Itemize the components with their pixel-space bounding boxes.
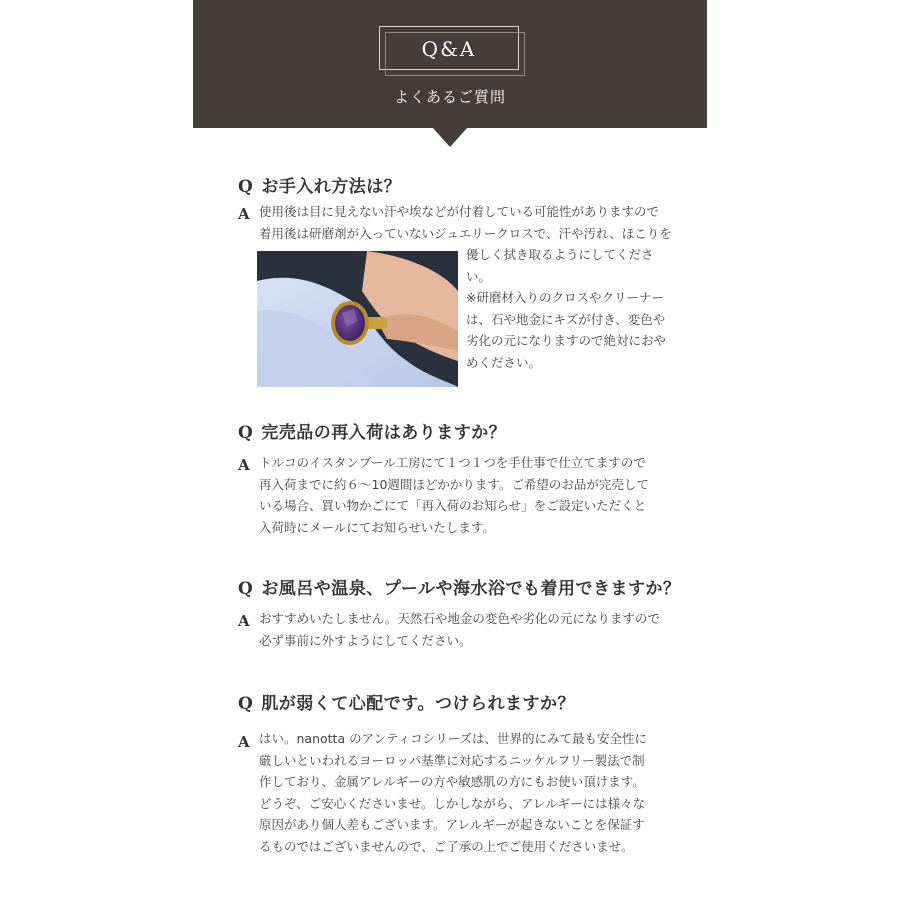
answer-line: いる場合、買い物かごにて「再入荷のお知らせ」をご設定いただくと [259,498,647,513]
answer-line: 作しており、金属アレルギーの方や敏感肌の方にもお使い頂けます。 [259,774,645,789]
q-mark: Q [238,694,254,714]
ring-cleaning-photo [257,251,458,387]
answer-line: ※研磨材入りのクロスやクリーナー [466,290,664,305]
page-subtitle: よくあるご質問 [393,88,506,106]
q-mark: Q [238,177,254,197]
faq-question-3 [238,574,680,599]
page-title: Q&A [421,37,477,61]
faq-answer-1 [259,201,672,244]
a-mark: A [238,612,250,630]
answer-line: 入荷時にメールにてお知らせいたします。 [259,519,495,535]
a-mark: A [238,733,250,751]
answer-line: 優しく拭き取るようにしてくださ [466,247,654,262]
faq-answer-3 [259,608,669,651]
faq-question-2 [238,418,506,443]
answer-line: 必ず事前に外すようにしてください。 [259,632,472,648]
answer-line: トルコのイスタンブール工房にて１つ１つを手仕事で仕立てますので [259,455,646,470]
header-arrow [432,127,468,147]
answer-line: 原因があり個人差もございます。アレルギーが起きないことを保証す [259,817,645,832]
answer-line: は、石や地金にキズが付き、変色や [466,311,666,327]
a-mark: A [238,456,250,474]
q-mark: Q [238,579,254,599]
question-text: お手入れ方法は？ [261,177,402,197]
a-mark: A [238,205,250,223]
answer-line: るものではございませんので、ご了承の上でご使用くださいませ。 [259,838,634,854]
faq-question-1 [238,172,401,197]
question-text: お風呂や温泉、プールや海水浴でも着用できますか？ [261,579,681,599]
q-mark: Q [238,423,254,443]
faq-answer-4 [259,728,669,857]
answer-line: どうぞ、ご安心くださいませ。しかしながら、アレルギーには様々な [259,795,646,811]
answer-line: 再入荷までに約６～10週間ほどかかります。ご希望のお品が完売して [259,476,649,492]
faq-answer-1-side [466,244,666,373]
answer-line: 着用後は研磨剤が入っていないジュエリークロスで、汗や汚れ、ほこりを [259,225,672,241]
answer-line: めください。 [466,354,542,370]
answer-line: おすすめいたしません。天然石や地金の変色や劣化の元になりますので [259,611,660,626]
qa-header [193,0,707,128]
answer-line: い。 [466,268,492,284]
answer-line: 厳しいといわれるヨーロッパ基準に対応するニッケルフリー製法で制 [259,752,645,768]
answer-line: はい。nanotta のアンティコシリーズは、世界的にみて最も安全性に [259,731,647,746]
faq-question-4 [238,689,575,714]
photo-illustration [257,251,458,387]
faq-answer-2 [259,452,669,538]
question-text: 完売品の再入荷はありますか？ [261,423,507,443]
answer-line: 劣化の元になりますので絶対におや [466,333,667,348]
answer-line: 使用後は目に見えない汗や埃などが付着している可能性がありますので [259,204,660,219]
question-text: 肌が弱くて心配です。つけられますか？ [261,694,575,714]
